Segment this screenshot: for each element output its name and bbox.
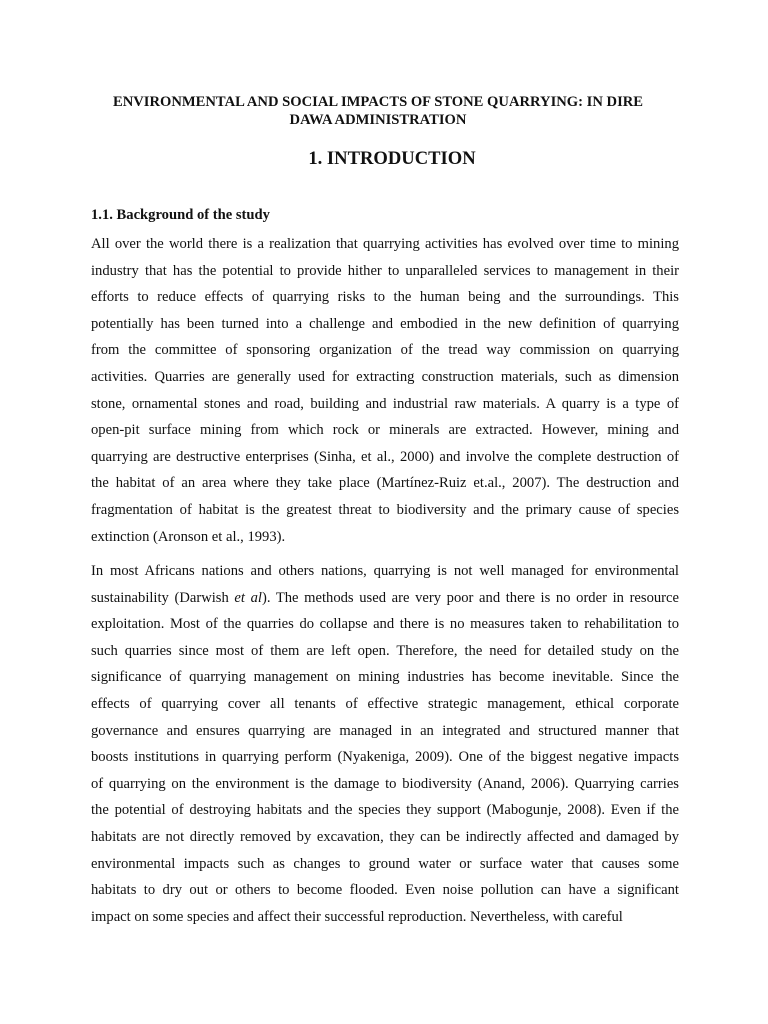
paragraph-line: All over the world there is a realization that quarrying activities has evolved over time to mining: [91, 236, 679, 252]
paragraph-line: habitats to dry out or others to become flooded. Even noise pollution can have a significant: [91, 882, 679, 899]
paragraph-line: significance of quarrying management on mining industries has become inevitable. Since the: [91, 669, 679, 686]
paragraph-line: environmental impacts such as changes to ground water or surface water that causes some: [91, 855, 679, 872]
subsection-heading: 1.1. Background of the study: [91, 207, 270, 223]
paragraph-line: impact on some species and affect their successful reproduction. Nevertheless, with careful: [91, 908, 623, 925]
paragraph-line: habitats are not directly removed by excavation, they can be indirectly affected and damaged by: [91, 828, 679, 845]
paragraph-line: efforts to reduce effects of quarrying risks to the human being and the surroundings. This: [91, 289, 679, 306]
citation-text-after: ). The methods used are very poor and there is no order in resource: [261, 589, 679, 606]
paragraph-line: potentially has been turned into a challenge and embodied in the new definition of quarrying: [91, 315, 679, 332]
document-title: [60, 93, 696, 129]
body-paragraph: [91, 558, 679, 930]
paragraph-line: extinction (Aronson et al., 1993).: [91, 528, 286, 545]
paragraph-line: open-pit surface mining from which rock or minerals are extracted. However, mining and: [91, 422, 679, 439]
paragraph-line: boosts institutions in quarrying perform (Nyakeniga, 2009). One of the biggest negative impacts: [91, 749, 679, 766]
paragraph-line: the habitat of an area where they take place (Martínez-Ruiz et.al., 2007). The destruction and: [91, 475, 679, 492]
paragraph-line: activities. Quarries are generally used for extracting construction materials, such as dimension: [91, 368, 679, 385]
paragraph-line: exploitation. Most of the quarries do collapse and there is no measures taken to rehabilitation to: [91, 616, 679, 633]
paragraph-line-with-citation: [91, 585, 679, 612]
citation-text-before: sustainability (Darwish: [91, 589, 235, 606]
document-title-line: DAWA ADMINISTRATION: [289, 112, 467, 128]
body-paragraph: [91, 231, 679, 550]
paragraph-line: stone, ornamental stones and road, building and industrial raw materials. A quarry is a type of: [91, 395, 679, 412]
paragraph-line: In most Africans nations and others nations, quarrying is not well managed for environmental: [91, 563, 679, 579]
document-title-line: ENVIRONMENTAL AND SOCIAL IMPACTS OF STONE QUARRYING: IN DIRE: [112, 94, 644, 110]
paragraph-line: fragmentation of habitat is the greatest threat to biodiversity and the primary cause of species: [91, 501, 679, 518]
paragraph-line: effects of quarrying cover all tenants of effective strategic management, ethical corporate: [91, 695, 679, 712]
paragraph-line: from the committee of sponsoring organization of the tread way commission on quarrying: [91, 342, 679, 359]
paragraph-line: quarrying are destructive enterprises (Sinha, et al., 2000) and involve the complete destruction of: [91, 448, 679, 465]
paragraph-line: such quarries since most of them are left open. Therefore, the need for detailed study on the: [91, 642, 679, 659]
paragraph-line: industry that has the potential to provide hither to unparalleled services to management in their: [91, 262, 679, 279]
paragraph-line: of quarrying on the environment is the damage to biodiversity (Anand, 2006). Quarrying carries: [91, 775, 679, 792]
paragraph-line: governance and ensures quarrying are managed in an integrated and structured manner that: [91, 722, 679, 739]
citation-italic-et-al: et al: [234, 589, 262, 606]
section-heading: 1. INTRODUCTION: [308, 148, 476, 169]
paragraph-line: the potential of destroying habitats and the species they support (Mabogunje, 2008). Even if the: [91, 802, 679, 819]
